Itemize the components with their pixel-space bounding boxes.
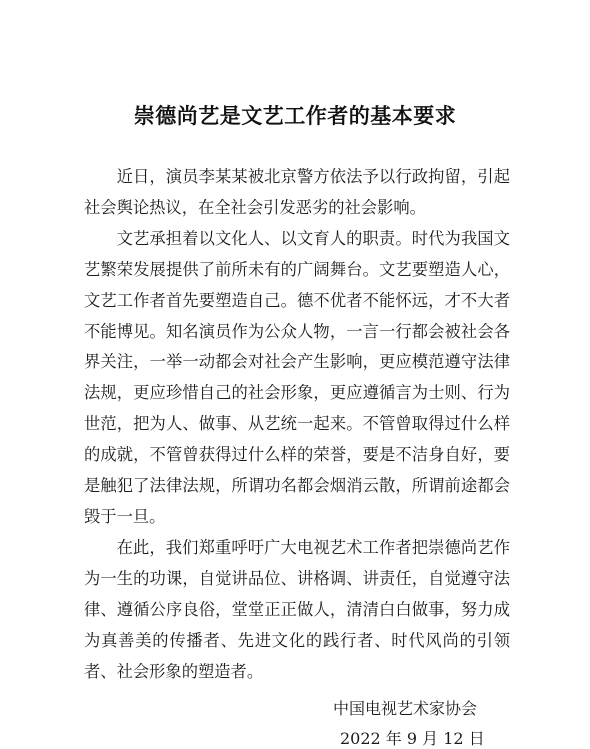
document-title: 崇德尚艺是文艺工作者的基本要求 <box>133 104 457 128</box>
signature-organization: 中国电视艺术家协会 <box>333 699 478 718</box>
paragraph-1: 近日，演员李某某被北京警方依法予以行政拘留，引起社会舆论热议，在全社会引发恶劣的社会影响。 <box>84 167 510 217</box>
signature-date: 2022 年 9 月 12 日 <box>340 729 485 748</box>
document-body <box>84 162 510 687</box>
paragraph-3: 在此，我们郑重呼吁广大电视艺术工作者把崇德尚艺作为一生的功课，自觉讲品位、讲格调、讲责任，自觉遵守法律、遵循公序良俗，堂堂正正做人，清清白白做事，努力成为真善美的传播者、先进文化的践行者、时代风尚的引领者、社会形象的塑造者。 <box>84 537 510 681</box>
paragraph-2: 文艺承担着以文化人、以文育人的职责。时代为我国文艺繁荣发展提供了前所未有的广阔舞台。文艺要塑造人心，文艺工作者首先要塑造自己。德不优者不能怀远，才不大者不能博见。知名演员作为公众人物，一言一行都会被社会各界关注，一举一动都会对社会产生影响，更应模范遵守法律法规，更应珍惜自己的社会形象，更应遵循言为士则、行为世范，把为人、做事、从艺统一起来。不管曾取得过什么样的成就，不管曾获得过什么样的荣誉，要是不洁身自好，要是触犯了法律法规，所谓功名都会烟消云散，所谓前途都会毁于一旦。 <box>84 228 510 526</box>
